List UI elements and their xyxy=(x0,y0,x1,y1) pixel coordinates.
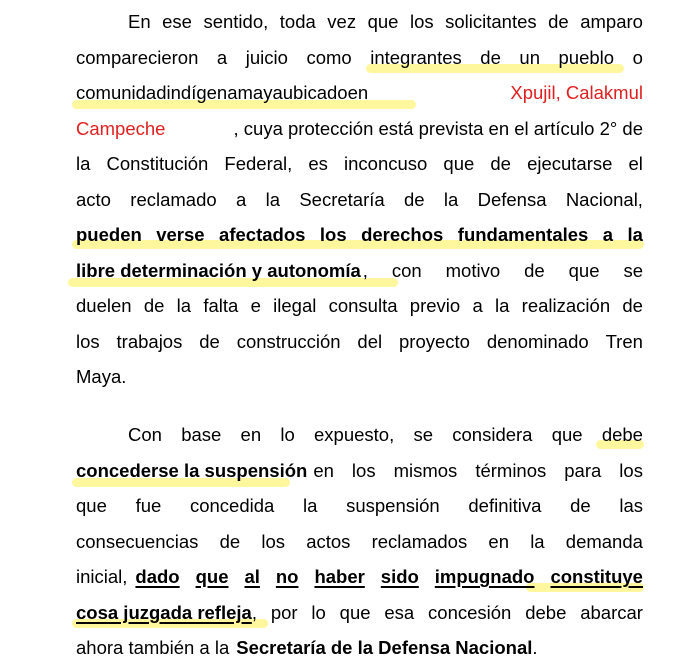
word: a xyxy=(472,295,483,316)
line-text: inicial, xyxy=(76,566,128,587)
paragraph-2 xyxy=(76,417,643,666)
text-line-bold xyxy=(76,217,643,253)
word: que xyxy=(551,424,583,445)
word: sentido, xyxy=(203,11,269,32)
word: como xyxy=(306,46,352,68)
text-line xyxy=(76,559,643,595)
bold-phrase: libre determinación y autonomía xyxy=(76,259,361,281)
word: comunidad xyxy=(76,82,167,103)
word: ilegal xyxy=(273,295,317,316)
bold-underlined-phrase: cosa juzgada refleja xyxy=(76,601,252,623)
word: a xyxy=(602,224,614,245)
paragraph-1 xyxy=(76,4,643,395)
word: solicitantes xyxy=(445,11,537,32)
word: que xyxy=(568,259,600,281)
word: los xyxy=(76,330,100,352)
word: de xyxy=(143,295,165,316)
word: Maya. xyxy=(76,366,127,387)
word: juicio xyxy=(245,46,288,68)
word: los xyxy=(351,459,376,481)
word: a xyxy=(216,46,228,68)
word: suspensión xyxy=(346,495,440,516)
word: un xyxy=(519,46,540,68)
bold-phrase: concederse la suspensión xyxy=(76,459,308,481)
text-line xyxy=(76,4,643,40)
text-line xyxy=(76,324,643,360)
word: dado xyxy=(135,566,180,587)
word: e xyxy=(250,295,261,316)
word: concedida xyxy=(189,495,275,516)
word: se xyxy=(623,259,643,281)
text-line xyxy=(76,111,643,147)
word: falta xyxy=(203,295,239,316)
text-line xyxy=(76,253,643,289)
line-text: . xyxy=(532,637,538,658)
word: abarcar xyxy=(580,601,643,623)
word: ese xyxy=(162,11,192,32)
word: consulta xyxy=(328,295,398,316)
word: la xyxy=(265,188,280,210)
word: la xyxy=(627,224,643,245)
word: motivo xyxy=(445,259,501,281)
word: lo xyxy=(311,601,326,623)
word: acto xyxy=(76,188,111,210)
line-text xyxy=(363,253,643,289)
text-line xyxy=(76,182,643,218)
line-text: , cuya protección está prevista en el artículo 2° de xyxy=(233,117,643,139)
word: Constitución xyxy=(106,153,209,174)
word: fue xyxy=(135,495,162,516)
word: en xyxy=(240,424,262,445)
word: de xyxy=(199,330,220,352)
word: la xyxy=(303,495,318,516)
word: la xyxy=(443,188,459,210)
word: afectados xyxy=(219,224,306,245)
word: duelen xyxy=(76,295,132,316)
word: denominado xyxy=(486,330,589,352)
word: construcción xyxy=(236,330,341,352)
text-line xyxy=(76,595,643,631)
word: definitiva xyxy=(468,495,542,516)
text-line xyxy=(76,630,643,666)
word: o xyxy=(632,46,643,68)
word: ubicado xyxy=(282,82,348,103)
word: concesión xyxy=(428,601,512,623)
word: lo xyxy=(280,424,295,445)
word: impugnado xyxy=(434,566,535,587)
line-text xyxy=(313,453,643,489)
word: con xyxy=(391,259,422,281)
word: amparo xyxy=(580,11,643,32)
word: fundamentales xyxy=(457,224,589,245)
word: demanda xyxy=(565,530,643,552)
word: en xyxy=(488,530,509,552)
word: el xyxy=(628,153,643,174)
word: constituye xyxy=(550,566,643,587)
word: ejecutarse xyxy=(527,153,613,174)
line-text: ahora también a la xyxy=(76,637,230,658)
word: , xyxy=(362,259,368,281)
word: de xyxy=(524,259,545,281)
word: la xyxy=(530,530,545,552)
word: pueden xyxy=(76,224,142,245)
word: integrantes xyxy=(370,46,462,68)
bold-phrase: Secretaría de la Defensa Nacional xyxy=(236,637,533,658)
word: para xyxy=(564,459,602,481)
word: Nacional, xyxy=(565,188,643,210)
word: inconcuso xyxy=(344,153,428,174)
word: las xyxy=(619,495,643,516)
place-name: Xpujil, Calakmul xyxy=(510,82,643,103)
word: al xyxy=(244,566,260,587)
word: Defensa xyxy=(477,188,547,210)
word: realización xyxy=(521,295,611,316)
word: los xyxy=(261,530,285,552)
word: Secretaría xyxy=(299,188,385,210)
word: vez xyxy=(327,11,357,32)
word: los xyxy=(619,459,643,481)
word: a xyxy=(235,188,247,210)
word: en xyxy=(347,82,369,103)
place-name-continued: Campeche xyxy=(76,117,166,139)
word: que xyxy=(76,495,107,516)
word: debe xyxy=(525,601,567,623)
word: actos xyxy=(306,530,351,552)
word: trabajos xyxy=(116,330,183,352)
word: indígena xyxy=(166,82,238,103)
word: la xyxy=(495,295,510,316)
word: que xyxy=(195,566,229,587)
word: debe xyxy=(601,424,643,445)
text-line xyxy=(76,524,643,560)
word: que xyxy=(367,11,399,32)
word: de xyxy=(622,295,643,316)
bold-underlined-phrase xyxy=(135,559,643,595)
word: de xyxy=(490,153,511,174)
text-line xyxy=(76,417,643,453)
word: proyecto xyxy=(399,330,470,352)
text-line xyxy=(76,75,643,111)
text-line xyxy=(76,488,643,524)
word: reclamados xyxy=(371,530,468,552)
word: base xyxy=(181,424,222,445)
word: los xyxy=(409,11,434,32)
word: reclamado xyxy=(130,188,217,210)
word: expuesto, xyxy=(314,424,395,445)
word: que xyxy=(339,601,371,623)
word: considera xyxy=(452,424,533,445)
word: de xyxy=(219,530,241,552)
word: no xyxy=(275,566,299,587)
text-line xyxy=(76,40,643,76)
word: de xyxy=(570,495,591,516)
word: es xyxy=(308,153,328,174)
word: la xyxy=(76,153,91,174)
word: sido xyxy=(380,566,419,587)
word: En xyxy=(128,11,151,32)
word: se xyxy=(413,424,434,445)
word: mismos xyxy=(393,459,458,481)
word: pueblo xyxy=(558,46,615,68)
word: del xyxy=(357,330,383,352)
word: Tren xyxy=(605,330,643,352)
text-line xyxy=(76,146,643,182)
word: los xyxy=(319,224,347,245)
word: previo xyxy=(409,295,461,316)
text-line xyxy=(76,453,643,489)
word: consecuencias xyxy=(76,530,199,552)
word: que xyxy=(443,153,475,174)
word: Con xyxy=(128,424,162,445)
word: esa xyxy=(384,601,415,623)
word: Federal, xyxy=(224,153,293,174)
word: verse xyxy=(156,224,205,245)
word: derechos xyxy=(361,224,444,245)
word: , xyxy=(251,601,257,623)
word: de xyxy=(548,11,569,32)
text-line xyxy=(76,359,643,395)
word: por xyxy=(270,601,298,623)
line-text xyxy=(76,75,368,111)
word: haber xyxy=(314,566,365,587)
line-text xyxy=(252,595,643,631)
word: maya xyxy=(237,82,283,103)
word: de xyxy=(403,188,425,210)
word: de xyxy=(480,46,501,68)
word: en xyxy=(313,459,334,481)
word: toda xyxy=(279,11,316,32)
word: términos xyxy=(475,459,547,481)
word: la xyxy=(176,295,192,316)
text-line xyxy=(76,288,643,324)
word: comparecieron xyxy=(76,46,199,68)
